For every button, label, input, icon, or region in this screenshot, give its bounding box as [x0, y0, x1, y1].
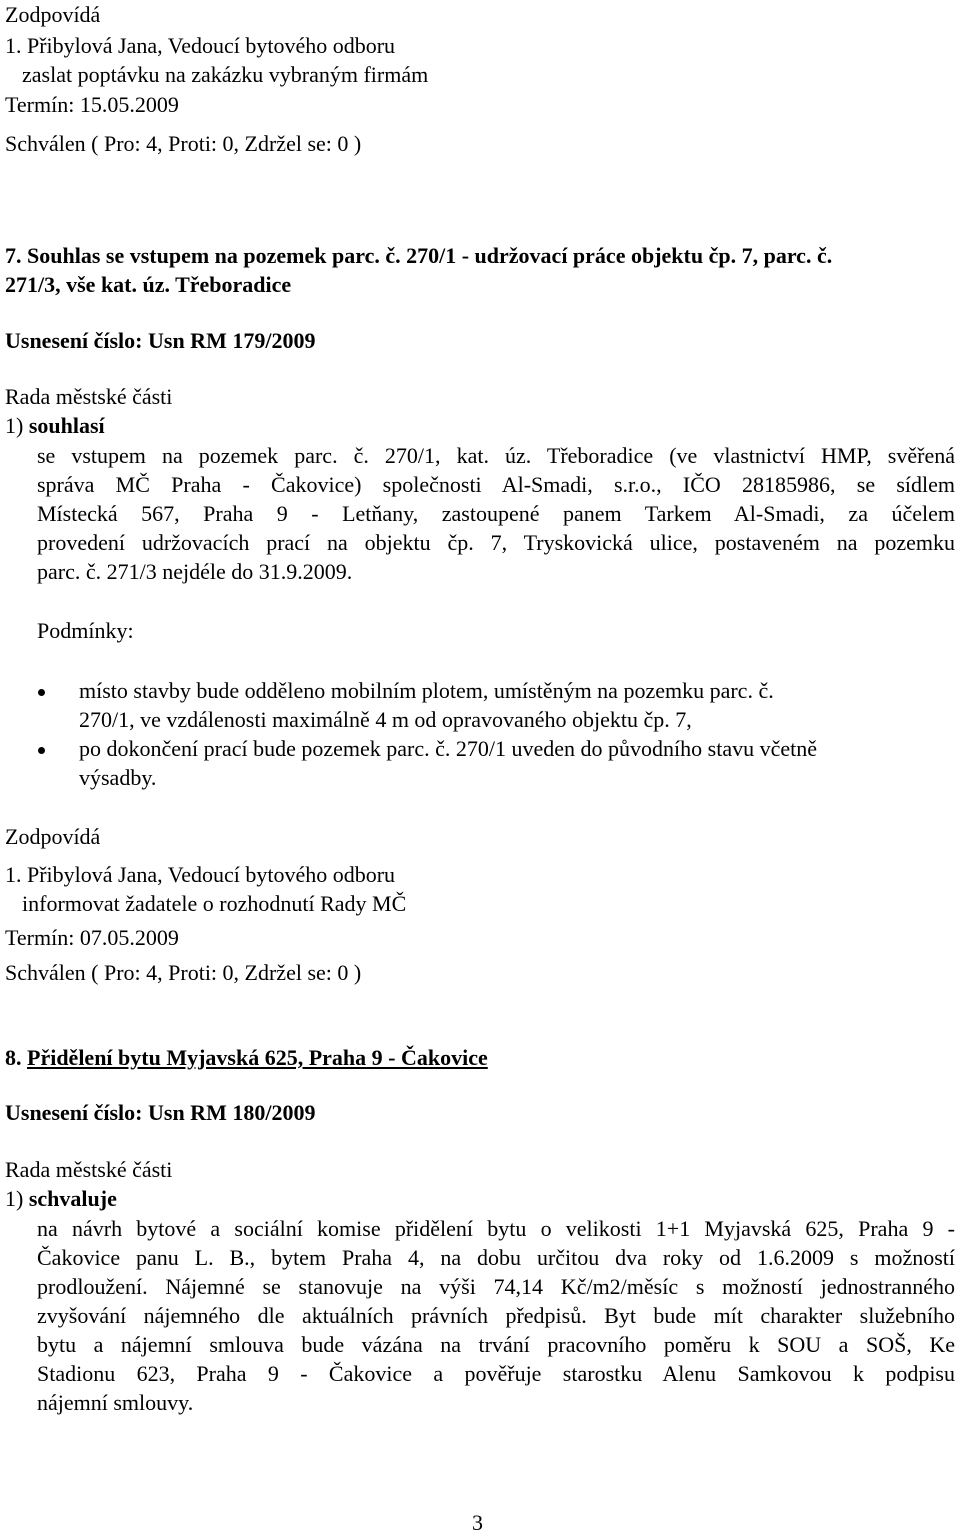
condition-item: po dokončení prací bude pozemek parc. č. 270/1 uveden do původního stavu včetně	[79, 736, 817, 761]
item7-decision-verb: souhlasí	[28, 413, 105, 438]
item7-body-line: správa MČ Praha - Čakovice) společnosti Al-Smadi, s.r.o., IČO 28185986, se sídlem	[37, 472, 955, 497]
item8-body-line: prodloužení. Nájemné se stanovuje na výši 74,14 Kč/m2/měsíc s možností jednostranného	[37, 1274, 955, 1299]
condition-item-continued: 270/1, ve vzdálenosti maximálně 4 m od opravovaného objektu čp. 7,	[79, 707, 692, 732]
item7-body-line: parc. č. 271/3 nejdéle do 31.9.2009.	[37, 559, 353, 584]
item8-heading	[5, 1045, 488, 1071]
condition-item: místo stavby bude odděleno mobilním plotem, umístěným na pozemku parc. č.	[79, 678, 774, 703]
conditions-label: Podmínky:	[37, 618, 134, 643]
item8-body-line: na návrh bytové a sociální komise přidělení bytu o velikosti 1+1 Myjavská 625, Praha 9 -	[37, 1216, 955, 1241]
item7-decision-number: 1)	[5, 413, 29, 438]
item7-heading-line2: 271/3, vše kat. úz. Třeboradice	[5, 272, 292, 297]
item8-number: 8.	[5, 1045, 27, 1070]
item7-resolution-number: Usnesení číslo: Usn RM 179/2009	[5, 328, 316, 353]
item8-council: Rada městské části	[5, 1157, 173, 1182]
item7-task-text: informovat žadatele o rozhodnutí Rady MČ	[22, 891, 407, 916]
item8-body-line: bytu a nájemní smlouva bude vázána na trvání pracovního poměru k SOU a SOŠ, Ke	[37, 1332, 955, 1357]
condition-item-continued: výsadby.	[79, 765, 157, 790]
bullet-icon	[38, 747, 45, 754]
item8-title: Přidělení bytu Myjavská 625, Praha 9 - Čakovice	[27, 1045, 488, 1070]
item7-deadline: Termín: 07.05.2009	[5, 925, 179, 950]
responsible-person: 1. Přibylová Jana, Vedoucí bytového odboru	[5, 33, 396, 58]
item8-resolution-number: Usnesení číslo: Usn RM 180/2009	[5, 1100, 316, 1125]
item7-body-line: provedení udržovacích prací na objektu čp. 7, Tryskovická ulice, postaveném na pozemku	[37, 530, 955, 555]
bullet-icon	[38, 689, 45, 696]
item7-body-line: se vstupem na pozemek parc. č. 270/1, kat. úz. Třeboradice (ve vlastnictví HMP, svěřená	[37, 443, 955, 468]
item8-body-line: nájemní smlouvy.	[37, 1390, 194, 1415]
item8-body-line: Stadionu 623, Praha 9 - Čakovice a pověřuje starostku Alenu Samkovou k podpisu	[37, 1361, 955, 1386]
task-text: zaslat poptávku na zakázku vybraným firmám	[22, 62, 429, 87]
item7-responsible-label: Zodpovídá	[5, 824, 101, 849]
item7-vote-result: Schválen ( Pro: 4, Proti: 0, Zdržel se: 0 )	[5, 960, 362, 985]
vote-result: Schválen ( Pro: 4, Proti: 0, Zdržel se: 0 )	[5, 131, 362, 156]
item8-decision-number: 1)	[5, 1186, 29, 1211]
responsible-label: Zodpovídá	[5, 2, 101, 27]
item7-council: Rada městské části	[5, 384, 173, 409]
item7-heading-line1: 7. Souhlas se vstupem na pozemek parc. č. 270/1 - udržovací práce objektu čp. 7, parc. č.	[5, 243, 833, 268]
item8-decision-verb: schvaluje	[28, 1186, 117, 1211]
item8-body-line: Čakovice panu L. B., bytem Praha 4, na dobu určitou dva roky od 1.6.2009 s možností	[37, 1245, 955, 1270]
item7-responsible-person: 1. Přibylová Jana, Vedoucí bytového odboru	[5, 862, 396, 887]
item8-body-line: zvyšování nájemného dle aktuálních právních předpisů. Byt bude mít charakter služebního	[37, 1303, 955, 1328]
page-number: 3	[472, 1510, 483, 1535]
deadline: Termín: 15.05.2009	[5, 92, 179, 117]
item7-decision	[5, 413, 105, 439]
item7-body-line: Místecká 567, Praha 9 - Letňany, zastoupené panem Tarkem Al-Smadi, za účelem	[37, 501, 955, 526]
item8-decision	[5, 1186, 117, 1212]
